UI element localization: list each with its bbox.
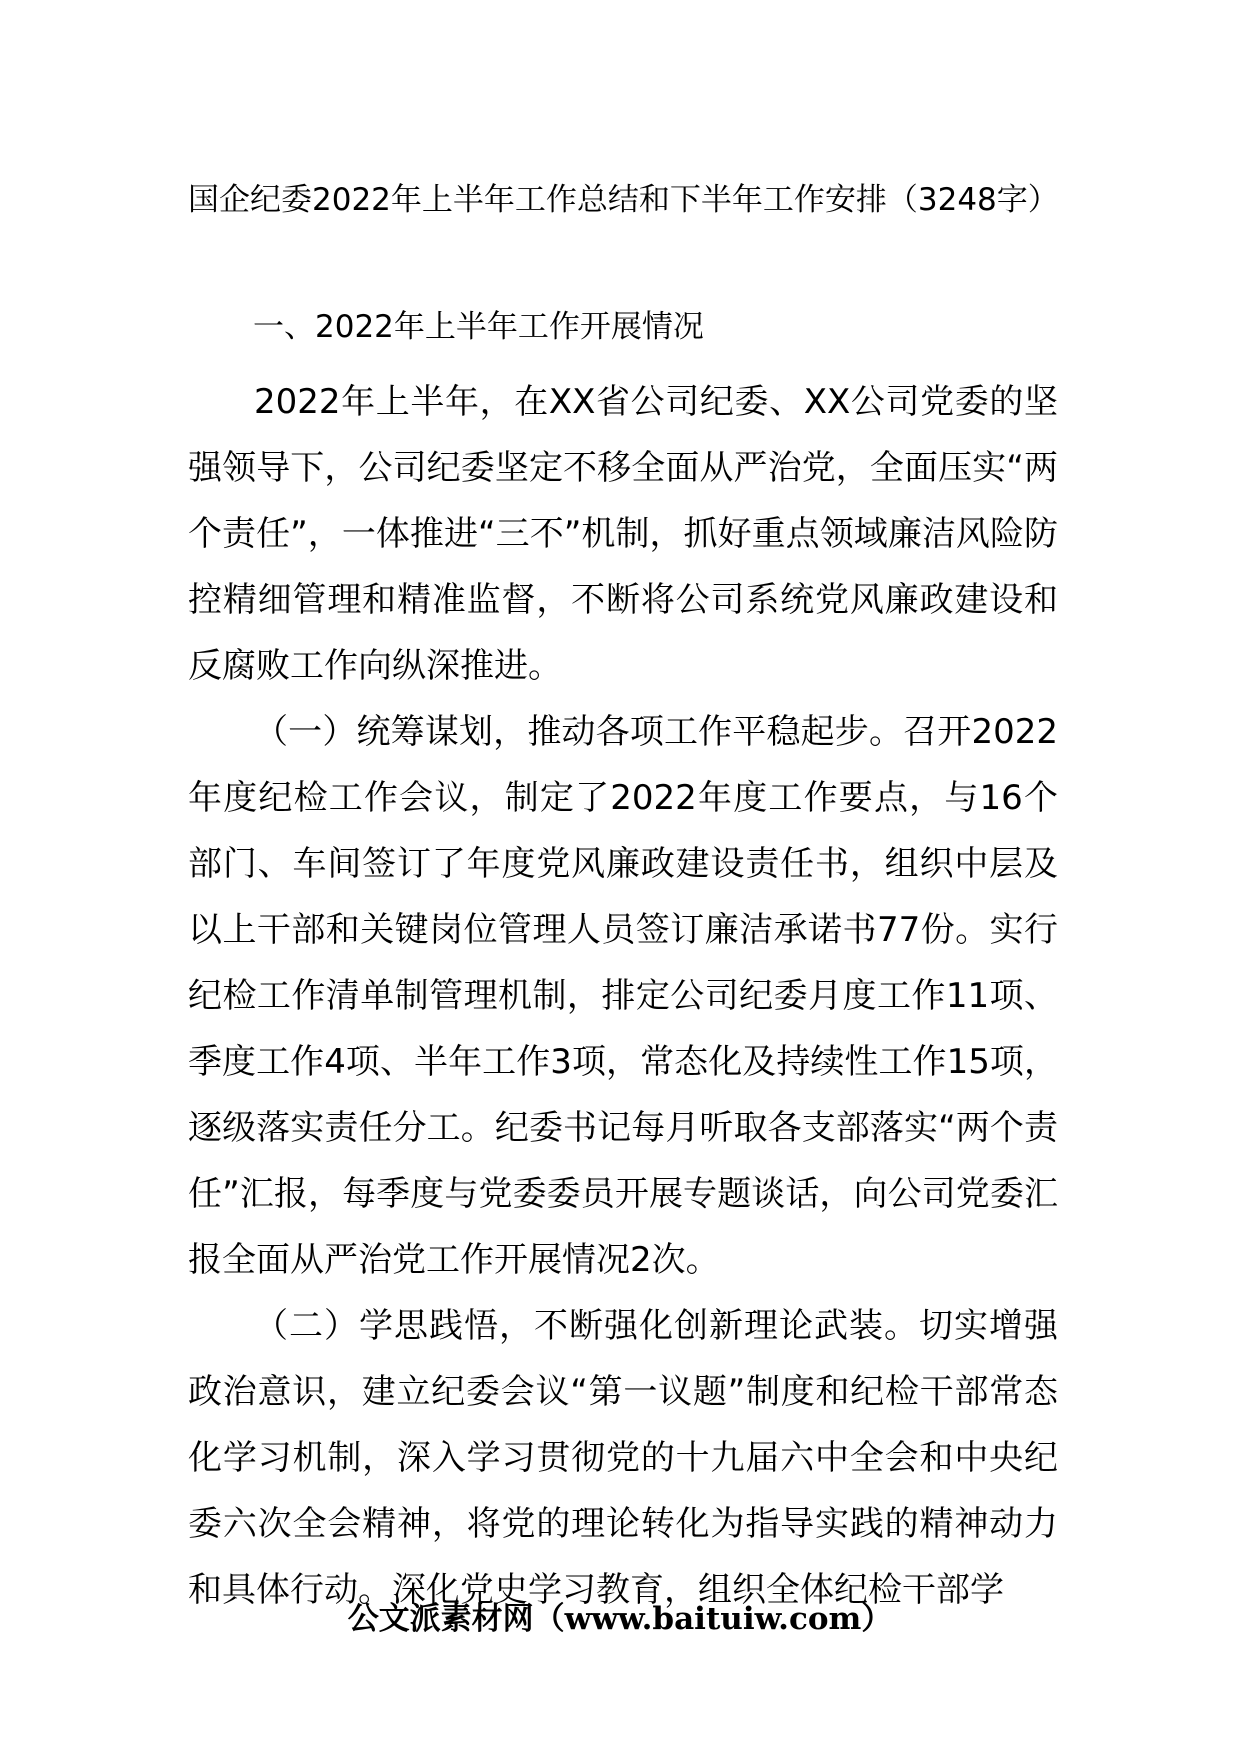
paragraph-section-1: （一）统筹谋划，推动各项工作平稳起步。召开2022年度纪检工作会议，制定了2022年度工作要点，与16个部门、车间签订了年度党风廉政建设责任书，组织中层及以上干部和关键岗位管理人员签订廉洁承诺书77份。实行纪检工作清单制管理机制，排定公司纪委月度工作11项、季度工作4项、半年工作3项，常态化及持续性工作15项，逐级落实责任分工。纪委书记每月听取各支部落实“两个责任”汇报，每季度与党委委员开展专题谈话，向公司党委汇报全面从严治党工作开展情况2次。 <box>188 712 1058 1280</box>
paragraph-intro: 2022年上半年，在XX省公司纪委、XX公司党委的坚强领导下，公司纪委坚定不移全面从严治党，全面压实“两个责任”，一体推进“三不”机制，抓好重点领域廉洁风险防控精细管理和精准监督，不断将公司系统党风廉政建设和反腐败工作向纵深推进。 <box>188 382 1058 686</box>
document-title: 国企纪委2022年上半年工作总结和下半年工作安排（3248字） <box>188 182 1059 218</box>
section-heading: 一、2022年上半年工作开展情况 <box>253 309 704 345</box>
paragraph-section-2: （二）学思践悟，不断强化创新理论武装。切实增强政治意识，建立纪委会议“第一议题”制度和纪检干部常态化学习机制，深入学习贯彻党的十九届六中全会和中央纪委六次全会精神，将党的理论转化为指导实践的精神动力和具体行动。深化党史学习教育，组织全体纪检干部学 <box>188 1306 1058 1610</box>
page-footer: 公文派素材网（www.baituiw.com） <box>347 1601 893 1637</box>
